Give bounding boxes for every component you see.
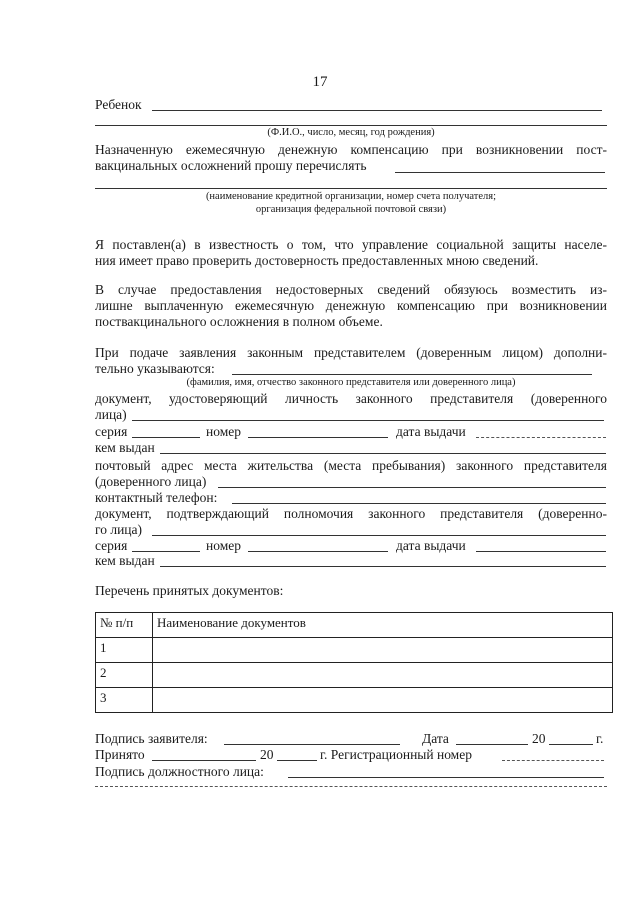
number-label-1: номер: [206, 424, 242, 439]
bank-field-line[interactable]: [95, 188, 607, 189]
paragraph-compensation-line-2: вакцинальных осложнений прошу перечислять: [95, 158, 367, 173]
accepted-label: Принято: [95, 747, 145, 762]
issue-date-field-2[interactable]: [476, 551, 606, 552]
issued-by-field-1[interactable]: [160, 453, 606, 454]
child-caption: (Ф.И.О., число, месяц, год рождения): [267, 127, 435, 138]
table-row: [96, 638, 613, 663]
authority-doc-field[interactable]: [152, 535, 606, 536]
paragraph-compensation-line-1: Назначенную ежемесячную денежную компенсацию при возникновении пост-: [95, 142, 607, 157]
paragraph-refund-line-1: В случае предоставления недостоверных сведений обязуюсь возместить из-: [95, 282, 607, 297]
child-field-line-1[interactable]: [152, 110, 602, 111]
child-label: Ребенок: [95, 97, 142, 112]
issue-date-field-1[interactable]: [476, 437, 606, 438]
accepted-year-field[interactable]: [277, 760, 317, 761]
table-row: [96, 688, 613, 713]
address-line-2: (доверенного лица): [95, 474, 207, 489]
table-cell-name[interactable]: [153, 638, 613, 663]
documents-list-title: Перечень принятых документов:: [95, 583, 284, 598]
issue-date-label-2: дата выдачи: [396, 538, 466, 553]
number-field-2[interactable]: [248, 551, 388, 552]
representative-name-field[interactable]: [232, 374, 592, 375]
bank-caption-1: (наименование кредитной организации, номер счета получателя;: [205, 191, 497, 202]
year-field[interactable]: [549, 744, 593, 745]
registration-number-label: г. Регистрационный номер: [320, 747, 472, 762]
year-suffix: г.: [596, 731, 604, 746]
accepted-year-prefix: 20: [260, 747, 274, 762]
issued-by-label-2: кем выдан: [95, 553, 155, 568]
table-header-number: № п/п: [96, 613, 153, 638]
table-header-row: [96, 613, 613, 638]
paragraph-refund-line-3: поствакцинального осложнения в полном объеме.: [95, 314, 383, 329]
official-signature-label: Подпись должностного лица:: [95, 764, 264, 779]
table-header-name: Наименование документов: [153, 613, 613, 638]
series-field-1[interactable]: [132, 437, 200, 438]
paragraph-representative-line-1: При подаче заявления законным представителем (доверенным лицом) дополни-: [95, 345, 607, 360]
table-cell-number: 3: [96, 688, 153, 713]
applicant-signature-label: Подпись заявителя:: [95, 731, 208, 746]
identity-doc-field[interactable]: [132, 420, 604, 421]
registration-number-field[interactable]: [502, 760, 604, 761]
series-label-1: серия: [95, 424, 128, 439]
date-label: Дата: [422, 731, 449, 746]
paragraph-notice-line-1: Я поставлен(а) в известность о том, что управление социальной защиты населе-: [95, 237, 607, 252]
identity-doc-line-2: лица): [95, 407, 127, 422]
paragraph-representative-line-2: тельно указываются:: [95, 361, 215, 376]
issued-by-label-1: кем выдан: [95, 440, 155, 455]
phone-field[interactable]: [232, 503, 606, 504]
identity-doc-line-1: документ, удостоверяющий личность законного представителя (доверенного: [95, 391, 607, 406]
issued-by-field-2[interactable]: [160, 566, 606, 567]
applicant-signature-field[interactable]: [224, 744, 400, 745]
table-cell-number: 2: [96, 663, 153, 688]
series-field-2[interactable]: [132, 551, 200, 552]
bottom-dashed-rule: [95, 786, 607, 787]
number-field-1[interactable]: [248, 437, 388, 438]
address-field[interactable]: [218, 487, 606, 488]
bank-caption-2: организация федеральной почтовой связи): [255, 204, 447, 215]
authority-doc-line-2: го лица): [95, 522, 142, 537]
table-cell-number: 1: [96, 638, 153, 663]
paragraph-notice-line-2: ния имеет право проверить достоверность предоставленных мною сведений.: [95, 253, 539, 268]
issue-date-label-1: дата выдачи: [396, 424, 466, 439]
table-cell-name[interactable]: [153, 663, 613, 688]
table-row: [96, 663, 613, 688]
paragraph-refund-line-2: лишне выплаченную ежемесячную денежную компенсацию при возникновении: [95, 298, 607, 313]
compensation-field-line[interactable]: [395, 172, 605, 173]
phone-label: контактный телефон:: [95, 490, 218, 505]
series-label-2: серия: [95, 538, 128, 553]
representative-caption: (фамилия, имя, отчество законного представителя или доверенного лица): [186, 377, 516, 388]
number-label-2: номер: [206, 538, 242, 553]
table-cell-name[interactable]: [153, 688, 613, 713]
year-prefix: 20: [532, 731, 546, 746]
documents-table: [95, 612, 613, 713]
authority-doc-line-1: документ, подтверждающий полномочия законного представителя (доверенно-: [95, 506, 607, 521]
address-line-1: почтовый адрес места жительства (места пребывания) законного представителя: [95, 458, 607, 473]
official-signature-field[interactable]: [288, 777, 604, 778]
child-field-line-2[interactable]: [95, 125, 607, 126]
accepted-date-field[interactable]: [152, 760, 256, 761]
date-field[interactable]: [456, 744, 528, 745]
page-number: 17: [312, 74, 328, 90]
